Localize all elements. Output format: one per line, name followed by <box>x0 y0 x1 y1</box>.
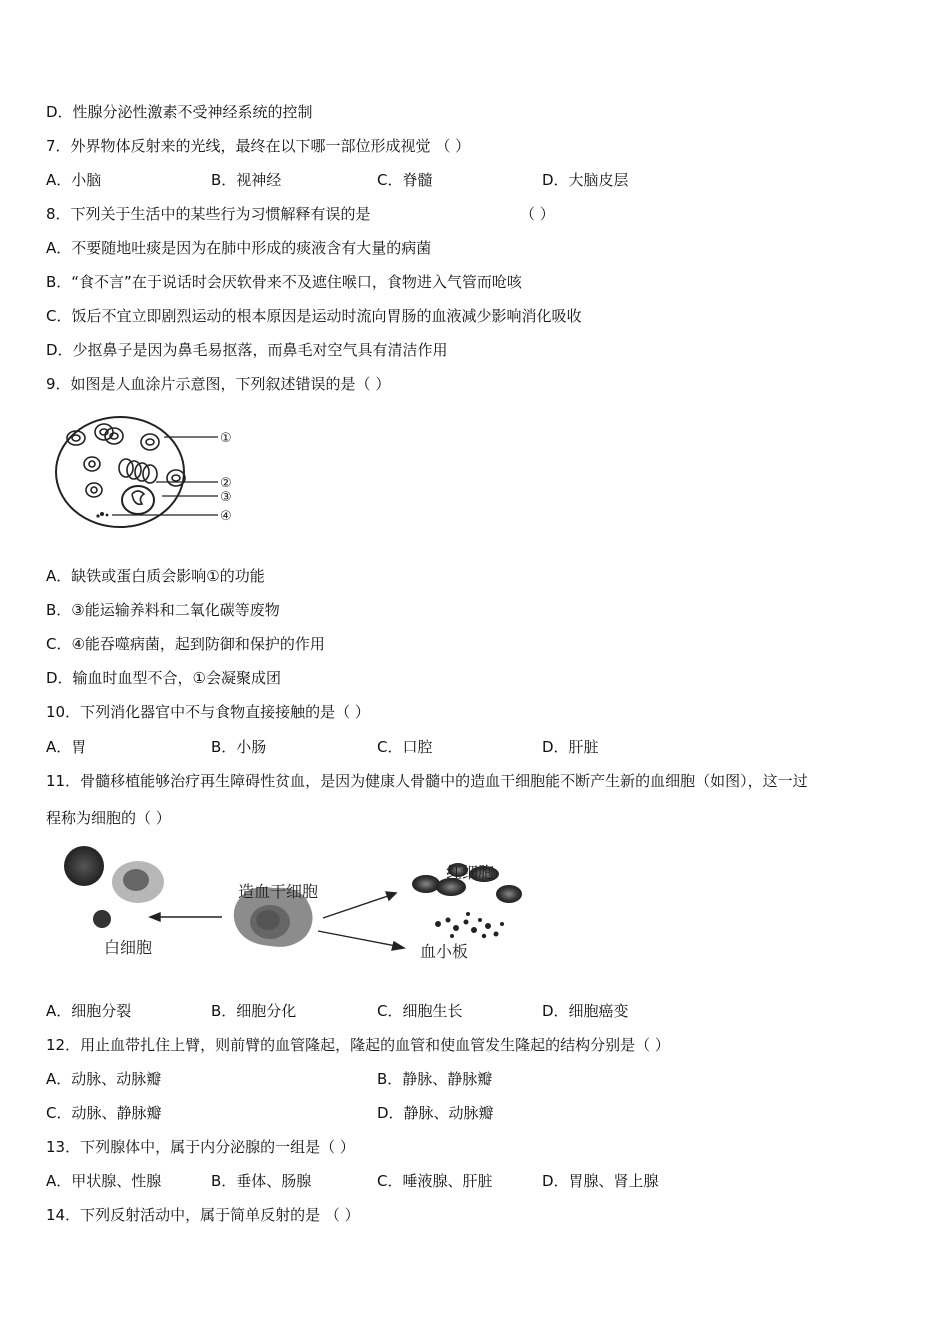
q10-option-b: B．小肠 <box>211 738 267 756</box>
blood-smear-figure <box>52 412 252 542</box>
q13-option-a: A．甲状腺、性腺 <box>46 1172 162 1190</box>
q11-option-d: D．细胞癌变 <box>542 1002 629 1020</box>
q7-option-a: A．小脑 <box>46 171 102 189</box>
q8-option-c: C．饭后不宜立即剧烈运动的根本原因是运动时流向胃肠的血液减少影响消化吸收 <box>46 307 582 325</box>
q12-option-c: C．动脉、静脉瓣 <box>46 1104 162 1122</box>
q13-option-c: C．唾液腺、肝脏 <box>377 1172 493 1190</box>
q8-stem: 8．下列关于生活中的某些行为习惯解释有误的是 <box>46 205 371 223</box>
q12-stem: 12．用止血带扎住上臂，则前臂的血管隆起，隆起的血管和使血管发生隆起的结构分别是（ ） <box>46 1036 670 1054</box>
q10-option-c: C．口腔 <box>377 738 433 756</box>
q10-option-a: A．胃 <box>46 738 87 756</box>
q10-stem: 10．下列消化器官中不与食物直接接触的是（ ） <box>46 703 370 721</box>
q9-option-d: D．输血时血型不合，①会凝聚成团 <box>46 669 281 687</box>
q7-option-d: D．大脑皮层 <box>542 171 629 189</box>
q7-option-b: B．视神经 <box>211 171 282 189</box>
q9-option-a: A．缺铁或蛋白质会影响①的功能 <box>46 567 265 585</box>
q10-option-d: D．肝脏 <box>542 738 599 756</box>
q9-option-b: B．③能运输养料和二氧化碳等废物 <box>46 601 280 619</box>
q7-option-c: C．脊髓 <box>377 171 433 189</box>
stem-cell-figure <box>56 840 536 975</box>
q9-option-c: C．④能吞噬病菌，起到防御和保护的作用 <box>46 635 325 653</box>
q11-option-c: C．细胞生长 <box>377 1002 463 1020</box>
q7-stem: 7．外界物体反射来的光线，最终在以下哪一部位形成视觉 （ ） <box>46 137 471 155</box>
fig11-stem-cell-label: 造血干细胞 <box>238 882 319 901</box>
fig9-marker-3: ③ <box>220 490 232 505</box>
fig9-marker-2: ② <box>220 476 232 491</box>
fig9-marker-4: ④ <box>220 509 232 524</box>
q8-answer-paren: （ ） <box>520 205 555 223</box>
fig11-white-cell-label: 白细胞 <box>104 938 153 957</box>
q8-option-d: D．少抠鼻子是因为鼻毛易抠落，而鼻毛对空气具有清洁作用 <box>46 341 448 359</box>
fig11-platelet-label: 血小板 <box>420 942 469 961</box>
q8-option-a: A．不要随地吐痰是因为在肺中形成的痰液含有大量的病菌 <box>46 239 432 257</box>
q13-option-b: B．垂体、肠腺 <box>211 1172 312 1190</box>
q12-option-b: B．静脉、静脉瓣 <box>377 1070 493 1088</box>
q9-stem: 9．如图是人血涂片示意图，下列叙述错误的是（ ） <box>46 375 391 393</box>
q12-option-d: D．静脉、动脉瓣 <box>377 1104 494 1122</box>
q11-stem-line2: 程称为细胞的（ ） <box>46 809 171 827</box>
q13-stem: 13．下列腺体中，属于内分泌腺的一组是（ ） <box>46 1138 355 1156</box>
q12-option-a: A．动脉、动脉瓣 <box>46 1070 162 1088</box>
q13-option-d: D．胃腺、肾上腺 <box>542 1172 659 1190</box>
q11-option-b: B．细胞分化 <box>211 1002 297 1020</box>
q6-option-d: D．性腺分泌性激素不受神经系统的控制 <box>46 103 313 121</box>
q11-option-a: A．细胞分裂 <box>46 1002 132 1020</box>
fig11-red-cell-label: 红细胞 <box>446 863 495 882</box>
q8-option-b: B．“食不言”在于说话时会厌软骨来不及遮住喉口，食物进入气管而呛咳 <box>46 273 522 291</box>
q11-stem-line1: 11．骨髓移植能够治疗再生障碍性贫血，是因为健康人骨髓中的造血干细胞能不断产生新的血细胞（如图），这一过 <box>46 772 808 790</box>
fig9-marker-1: ① <box>220 431 232 446</box>
q14-stem: 14．下列反射活动中，属于简单反射的是 （ ） <box>46 1206 360 1224</box>
